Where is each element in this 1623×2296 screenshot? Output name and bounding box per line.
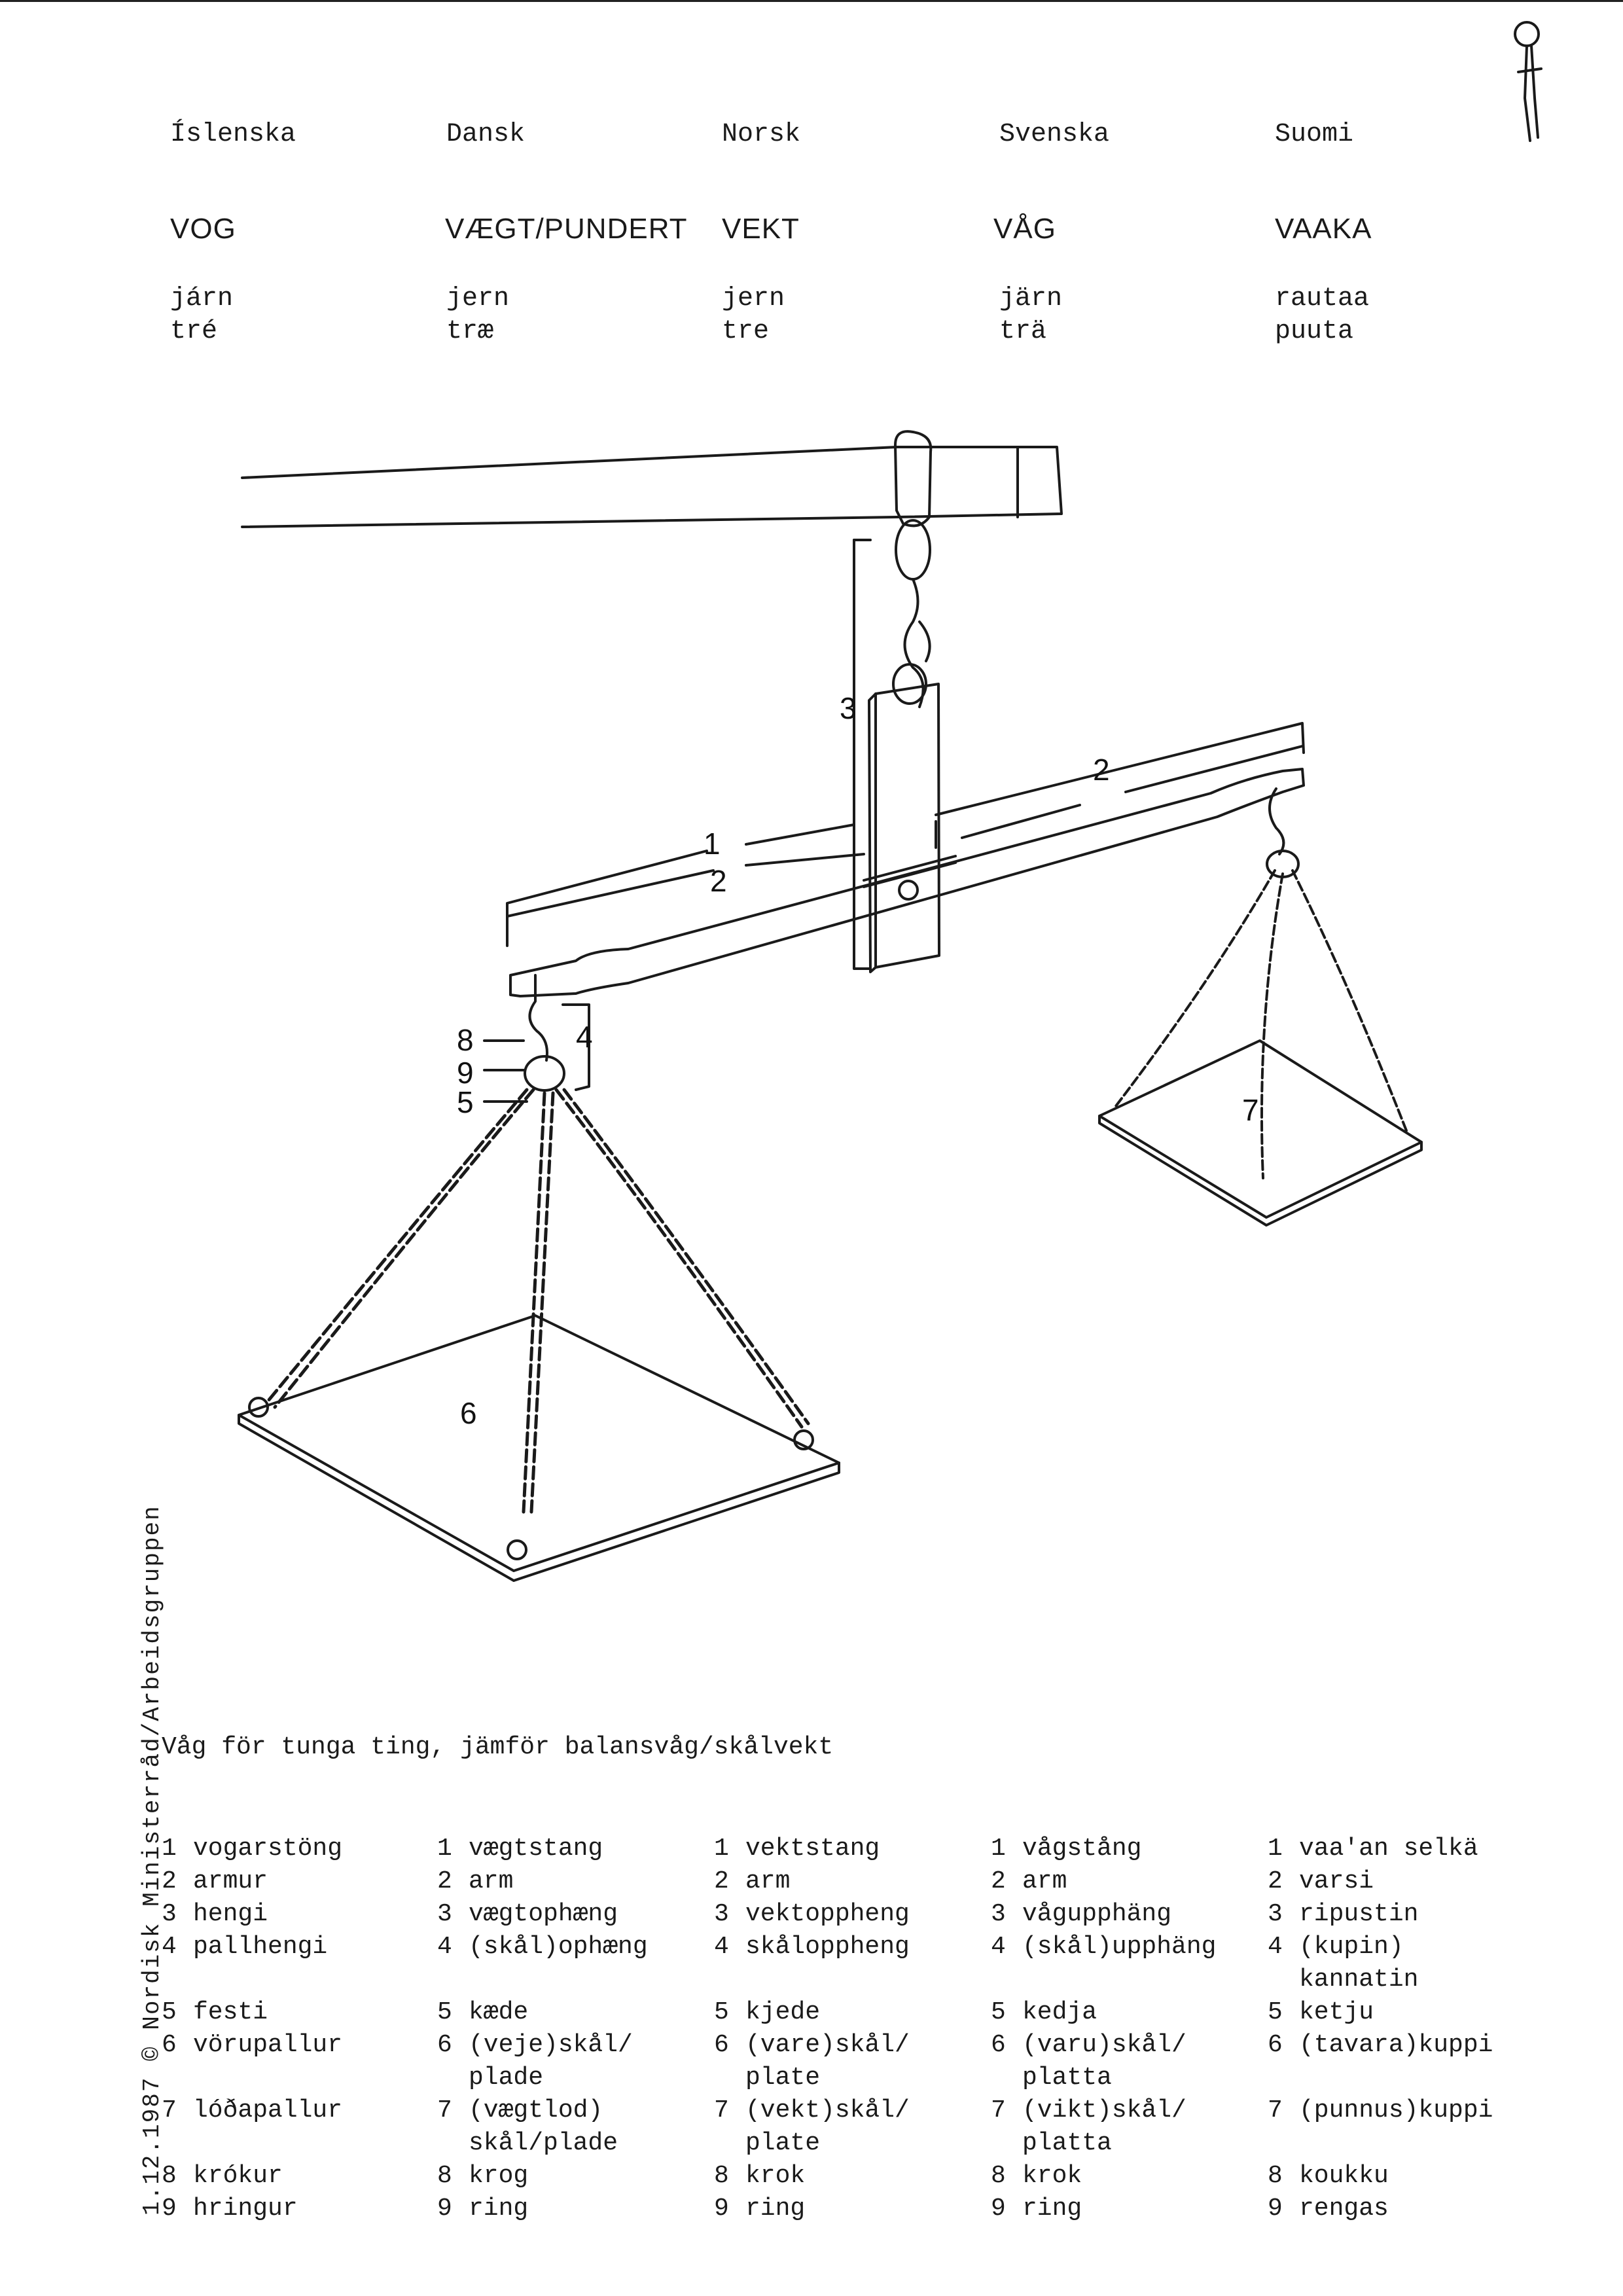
term-text: hringur xyxy=(193,2195,298,2223)
callout-4: 4 xyxy=(576,1020,593,1054)
balance-beam xyxy=(510,723,1304,996)
material-iron: järn xyxy=(999,284,1063,314)
term-item xyxy=(162,1898,437,1931)
term-gap xyxy=(1268,2062,1543,2094)
term-number: 7 xyxy=(714,2096,729,2125)
title-norsk: VEKT xyxy=(722,213,800,245)
term-number: 5 xyxy=(1268,1998,1283,2026)
term-text: platta xyxy=(1022,2129,1112,2157)
term-item xyxy=(437,1833,712,1865)
term-number: 3 xyxy=(1268,1900,1283,1928)
term-number: 4 xyxy=(991,1933,1006,1961)
term-text: platta xyxy=(1022,2064,1112,2092)
lang-norsk: Norsk xyxy=(722,120,801,149)
term-number: 6 xyxy=(437,2031,452,2059)
term-number: 5 xyxy=(991,1998,1006,2026)
term-number: 8 xyxy=(991,2162,1006,2190)
right-pan-chains xyxy=(1116,870,1407,1178)
term-item xyxy=(162,1865,437,1898)
term-item xyxy=(437,1931,712,1964)
term-text: kedja xyxy=(1022,1998,1097,2026)
term-text: (vægtlod) xyxy=(469,2096,603,2125)
lang-dansk: Dansk xyxy=(446,120,526,149)
term-item xyxy=(437,2062,712,2094)
term-item xyxy=(714,2094,989,2127)
term-item xyxy=(714,2062,989,2094)
term-number: 6 xyxy=(162,2031,177,2059)
term-text: vægtstang xyxy=(469,1835,603,1863)
term-item xyxy=(991,2062,1266,2094)
term-text: (skål)ophæng xyxy=(469,1933,648,1961)
term-item xyxy=(1268,1833,1543,1865)
material-wood: tré xyxy=(170,317,218,346)
material-wood: puuta xyxy=(1275,317,1354,346)
term-item xyxy=(162,2160,437,2193)
material-wood: tre xyxy=(722,317,770,346)
term-number: 3 xyxy=(991,1900,1006,1928)
term-item xyxy=(714,1833,989,1865)
title-svenska: VÅG xyxy=(993,213,1056,245)
term-number: 3 xyxy=(437,1900,452,1928)
term-item xyxy=(1268,1931,1543,1964)
term-item xyxy=(991,1931,1266,1964)
term-text: krok xyxy=(1022,2162,1082,2190)
term-item xyxy=(991,1996,1266,2029)
term-item xyxy=(437,2127,712,2160)
term-item xyxy=(714,2193,989,2225)
term-text: (skål)upphäng xyxy=(1022,1933,1217,1961)
term-item xyxy=(1268,2029,1543,2062)
term-text: ripustin xyxy=(1299,1900,1419,1928)
stick-figure-icon xyxy=(1515,22,1541,141)
term-number: 1 xyxy=(991,1835,1006,1863)
term-item xyxy=(162,1833,437,1865)
term-number: 1 xyxy=(437,1835,452,1863)
callout-2-right: 2 xyxy=(1093,753,1110,787)
term-item xyxy=(1268,2193,1543,2225)
term-number: 9 xyxy=(991,2195,1006,2223)
term-number: 6 xyxy=(1268,2031,1283,2059)
title-dansk: VÆGT/PUNDERT xyxy=(445,213,688,245)
term-gap xyxy=(714,1964,989,1996)
term-number: 6 xyxy=(991,2031,1006,2059)
term-item xyxy=(991,2029,1266,2062)
term-item xyxy=(1268,2160,1543,2193)
term-item xyxy=(162,1931,437,1964)
term-number: 9 xyxy=(1268,2195,1283,2223)
term-number: 8 xyxy=(714,2162,729,2190)
term-text: plate xyxy=(745,2129,821,2157)
term-text: vågupphäng xyxy=(1022,1900,1172,1928)
term-item xyxy=(714,2160,989,2193)
term-text: koukku xyxy=(1299,2162,1389,2190)
term-text: ring xyxy=(1022,2195,1082,2223)
term-item xyxy=(1268,1865,1543,1898)
term-number: 4 xyxy=(1268,1933,1283,1961)
term-number: 2 xyxy=(714,1867,729,1895)
term-number: 2 xyxy=(991,1867,1006,1895)
callout-1: 1 xyxy=(704,827,721,861)
term-item xyxy=(991,2193,1266,2225)
callout-6: 6 xyxy=(460,1396,477,1430)
term-item xyxy=(437,2094,712,2127)
left-pan-chains xyxy=(268,1090,808,1512)
terms-islenska xyxy=(162,1833,437,2225)
term-item xyxy=(437,2029,712,2062)
term-number: 5 xyxy=(714,1998,729,2026)
term-text: arm xyxy=(1022,1867,1067,1895)
term-text: (kupin) xyxy=(1299,1933,1404,1961)
term-number: 2 xyxy=(1268,1867,1283,1895)
term-number: 7 xyxy=(991,2096,1006,2125)
term-item xyxy=(437,1898,712,1931)
term-item xyxy=(437,1865,712,1898)
term-text: hengi xyxy=(193,1900,268,1928)
term-text: plade xyxy=(469,2064,544,2092)
term-number: 2 xyxy=(437,1867,452,1895)
material-iron: jern xyxy=(722,284,785,314)
term-number: 1 xyxy=(1268,1835,1283,1863)
term-item xyxy=(437,2160,712,2193)
term-text: kannatin xyxy=(1299,1965,1419,1994)
term-item xyxy=(162,2029,437,2062)
lang-islenska: Íslenska xyxy=(170,120,296,149)
term-text: vægtophæng xyxy=(469,1900,618,1928)
term-gap xyxy=(162,2127,437,2160)
term-text: skål/plade xyxy=(469,2129,618,2157)
term-number: 5 xyxy=(437,1998,452,2026)
term-number: 3 xyxy=(162,1900,177,1928)
term-number: 7 xyxy=(1268,2096,1283,2125)
term-number: 9 xyxy=(437,2195,452,2223)
support-pole xyxy=(242,447,1061,527)
term-item xyxy=(714,1865,989,1898)
terms-dansk xyxy=(437,1833,712,2225)
term-text: skåloppheng xyxy=(745,1933,910,1961)
term-item xyxy=(991,2094,1266,2127)
term-number: 6 xyxy=(714,2031,729,2059)
terms-svenska xyxy=(991,1833,1266,2225)
term-item xyxy=(991,2160,1266,2193)
title-islenska: VOG xyxy=(170,213,236,245)
term-item xyxy=(1268,1996,1543,2029)
term-text: (punnus)kuppi xyxy=(1299,2096,1493,2125)
term-number: 7 xyxy=(162,2096,177,2125)
term-text: vektstang xyxy=(745,1835,880,1863)
term-item xyxy=(437,2193,712,2225)
term-number: 3 xyxy=(714,1900,729,1928)
callout-9: 9 xyxy=(457,1056,474,1090)
term-item xyxy=(714,1898,989,1931)
term-gap xyxy=(437,1964,712,1996)
material-wood: træ xyxy=(446,317,494,346)
term-number: 9 xyxy=(714,2195,729,2223)
term-text: lóðapallur xyxy=(193,2096,343,2125)
term-number: 2 xyxy=(162,1867,177,1895)
term-item xyxy=(991,2127,1266,2160)
term-item xyxy=(162,2094,437,2127)
term-text: krókur xyxy=(193,2162,283,2190)
right-pan-7 xyxy=(1099,1041,1421,1225)
term-text: rengas xyxy=(1299,2195,1389,2223)
hanger-3 xyxy=(854,431,939,972)
term-text: ketju xyxy=(1299,1998,1374,2026)
copyright-vertical: 1.12.1987 © Nordisk Ministerråd/Arbeidsgruppen xyxy=(139,1505,166,2215)
callout-7: 7 xyxy=(1242,1093,1259,1127)
term-text: vågstång xyxy=(1022,1835,1142,1863)
term-text: kjede xyxy=(745,1998,821,2026)
term-gap xyxy=(162,1964,437,1996)
term-number: 4 xyxy=(437,1933,452,1961)
term-gap xyxy=(162,2062,437,2094)
term-text: krok xyxy=(745,2162,806,2190)
term-text: kæde xyxy=(469,1998,529,2026)
caption: Våg för tunga ting, jämför balansvåg/skålvekt xyxy=(162,1733,834,1761)
terms-norsk xyxy=(714,1833,989,2225)
term-text: armur xyxy=(193,1867,268,1895)
term-number: 8 xyxy=(1268,2162,1283,2190)
term-text: (vikt)skål/ xyxy=(1022,2096,1186,2125)
term-number: 8 xyxy=(162,2162,177,2190)
term-text: arm xyxy=(745,1867,791,1895)
term-item xyxy=(437,1996,712,2029)
term-text: krog xyxy=(469,2162,529,2190)
term-text: festi xyxy=(193,1998,268,2026)
term-item xyxy=(991,1898,1266,1931)
term-number: 1 xyxy=(714,1835,729,1863)
term-item xyxy=(162,1996,437,2029)
term-item xyxy=(1268,2094,1543,2127)
term-number: 9 xyxy=(162,2195,177,2223)
term-text: pallhengi xyxy=(193,1933,328,1961)
term-number: 4 xyxy=(714,1933,729,1961)
term-number: 4 xyxy=(162,1933,177,1961)
right-pan-hook xyxy=(1267,789,1298,877)
dimension-brackets xyxy=(507,746,1302,1090)
callout-2-left: 2 xyxy=(710,864,727,898)
term-number: 1 xyxy=(162,1835,177,1863)
term-item xyxy=(714,2127,989,2160)
term-item xyxy=(1268,1898,1543,1931)
term-text: vektoppheng xyxy=(745,1900,910,1928)
material-iron: járn xyxy=(170,284,234,314)
callout-8: 8 xyxy=(457,1023,474,1057)
term-text: (vare)skål/ xyxy=(745,2031,910,2059)
term-text: varsi xyxy=(1299,1867,1374,1895)
term-text: (vekt)skål/ xyxy=(745,2096,910,2125)
terms-suomi xyxy=(1268,1833,1543,2225)
callout-3: 3 xyxy=(840,691,857,725)
callout-5: 5 xyxy=(457,1085,474,1119)
term-number: 7 xyxy=(437,2096,452,2125)
term-text: vaa'an selkä xyxy=(1299,1835,1478,1863)
term-text: arm xyxy=(469,1867,514,1895)
term-item xyxy=(991,1865,1266,1898)
term-item xyxy=(1268,1964,1543,1996)
term-text: (veje)skål/ xyxy=(469,2031,633,2059)
material-wood: trä xyxy=(999,317,1047,346)
term-gap xyxy=(1268,2127,1543,2160)
term-item xyxy=(714,2029,989,2062)
material-iron: jern xyxy=(446,284,510,314)
term-text: (tavara)kuppi xyxy=(1299,2031,1493,2059)
lang-suomi: Suomi xyxy=(1275,120,1354,149)
term-item xyxy=(991,1833,1266,1865)
term-gap xyxy=(991,1964,1266,1996)
lang-svenska: Svenska xyxy=(999,120,1110,149)
term-text: vogarstöng xyxy=(193,1835,343,1863)
term-text: ring xyxy=(469,2195,529,2223)
title-suomi: VAAKA xyxy=(1275,213,1372,245)
term-text: plate xyxy=(745,2064,821,2092)
term-item xyxy=(162,2193,437,2225)
term-text: vörupallur xyxy=(193,2031,343,2059)
term-item xyxy=(714,1996,989,2029)
material-iron: rautaa xyxy=(1275,284,1370,314)
term-item xyxy=(714,1931,989,1964)
term-text: (varu)skål/ xyxy=(1022,2031,1186,2059)
term-text: ring xyxy=(745,2195,806,2223)
term-number: 5 xyxy=(162,1998,177,2026)
term-number: 8 xyxy=(437,2162,452,2190)
